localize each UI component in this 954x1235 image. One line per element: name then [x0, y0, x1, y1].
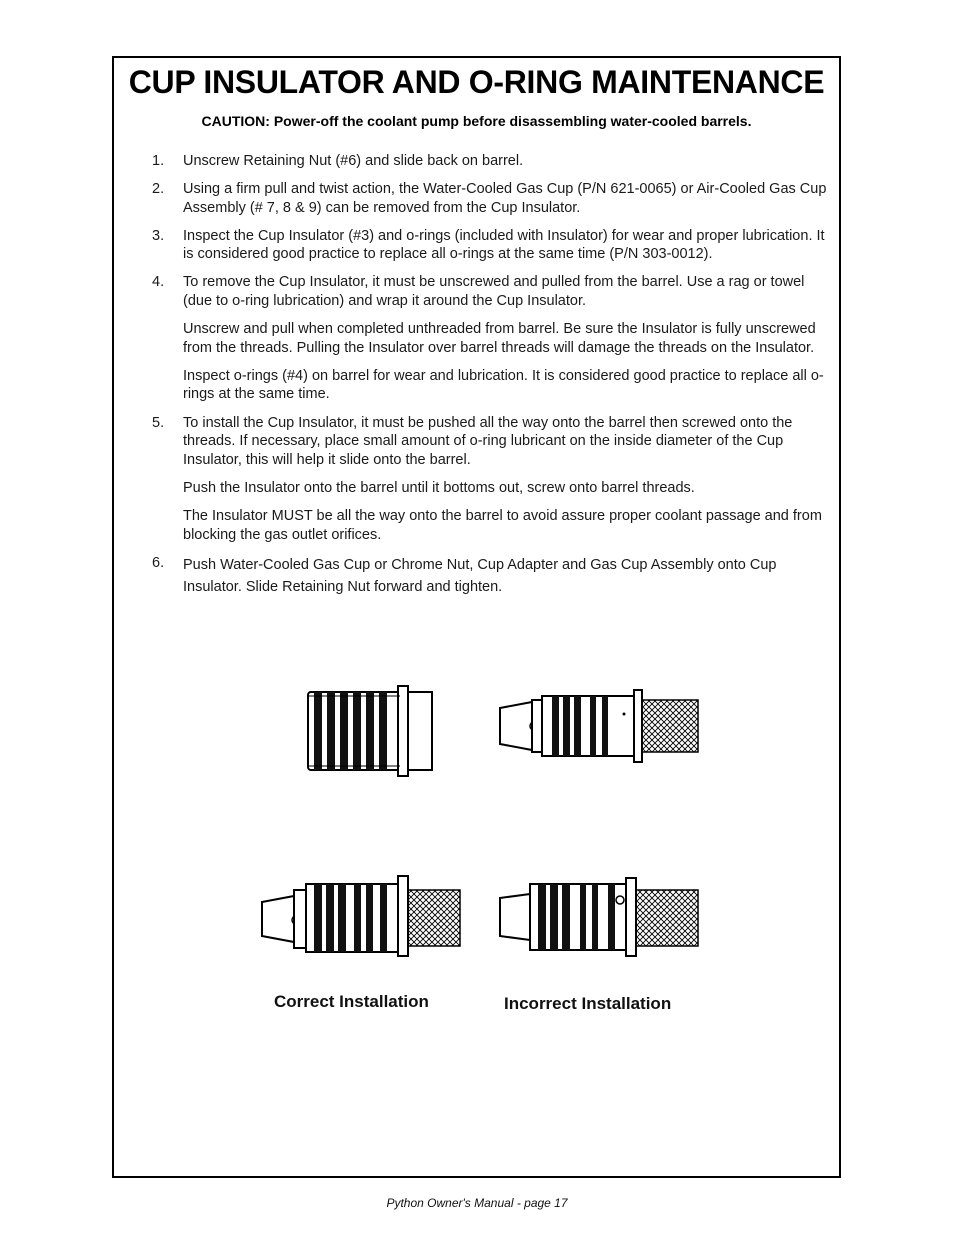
step-paragraph: Unscrew Retaining Nut (#6) and slide back on barrel. — [183, 153, 524, 169]
instruction-step — [152, 227, 830, 264]
instruction-step — [152, 554, 830, 598]
correct-installation-caption: Correct Installation — [274, 992, 429, 1011]
step-paragraph: Push Water-Cooled Gas Cup or Chrome Nut, Cup Adapter and Gas Cup Assembly onto Cup Insulator. Slide Retaining Nut forward and tighten. — [183, 556, 777, 595]
step-body — [183, 273, 830, 404]
step-number: 4. — [152, 274, 165, 291]
page-title: CUP INSULATOR AND O-RING MAINTENANCE — [128, 64, 825, 100]
step-number: 1. — [152, 153, 165, 169]
page-footer: Python Owner's Manual - page 17 — [386, 1196, 568, 1210]
step-number: 3. — [152, 227, 165, 244]
step-number: 5. — [152, 414, 165, 431]
step-paragraph: Unscrew and pull when completed unthreaded from barrel. Be sure the Insulator is fully unscrewed from the threads. Pulling the Insulator over barrel threads will damage the threads on the Insulator. — [183, 321, 816, 356]
caution-note: CAUTION: Power-off the coolant pump before disassembling water-cooled barrels. — [201, 113, 752, 129]
step-body — [183, 414, 830, 545]
step-paragraph: Using a firm pull and twist action, the Water-Cooled Gas Cup (P/N 621-0065) or Air-Cooled Gas Cup Assembly (# 7, 8 & 9) can be removed from the Cup Insulator. — [183, 181, 827, 216]
step-number: 6. — [152, 554, 165, 571]
cup-insulator-illustration — [300, 684, 440, 780]
step-paragraph: To remove the Cup Insulator, it must be unscrewed and pulled from the barrel. Use a rag or towel (due to o-ring lubrication) and wrap it around the Cup Insulator. — [183, 274, 805, 310]
step-paragraph: Inspect the Cup Insulator (#3) and o-rings (included with Insulator) for wear and proper lubrication. It is considered good practice to replace all o-rings at the same time (P/N 303-0012). — [183, 227, 825, 263]
instruction-list — [152, 152, 830, 607]
step-paragraph: To install the Cup Insulator, it must be pushed all the way onto the barrel then screwed onto the threads. If necessary, place small amount of o-ring lubricant on the inside diameter of the Cup Insulator, this will help it slide onto the barrel. — [183, 414, 793, 468]
instruction-step — [152, 152, 830, 171]
step-body — [183, 180, 830, 217]
incorrect-installation-illustration — [496, 874, 702, 958]
step-number: 2. — [152, 181, 165, 198]
step-paragraph: The Insulator MUST be all the way onto the barrel to avoid assure proper coolant passage and from blocking the gas outlet orifices. — [183, 507, 822, 543]
instruction-step — [152, 273, 830, 404]
correct-installation-illustration — [258, 870, 464, 960]
incorrect-installation-caption: Incorrect Installation — [504, 994, 672, 1013]
step-paragraph: Push the Insulator onto the barrel until it bottoms out, screw onto barrel threads. — [183, 479, 695, 496]
instruction-step — [152, 414, 830, 545]
instruction-step — [152, 180, 830, 217]
step-body — [183, 152, 830, 171]
step-body — [183, 227, 830, 264]
step-paragraph: Inspect o-rings (#4) on barrel for wear and lubrication. It is considered good practice to replace all o-rings at the same time. — [183, 367, 824, 403]
barrel-assembly-illustration-top — [496, 686, 702, 766]
page-frame — [112, 56, 841, 1178]
step-body — [183, 554, 830, 598]
